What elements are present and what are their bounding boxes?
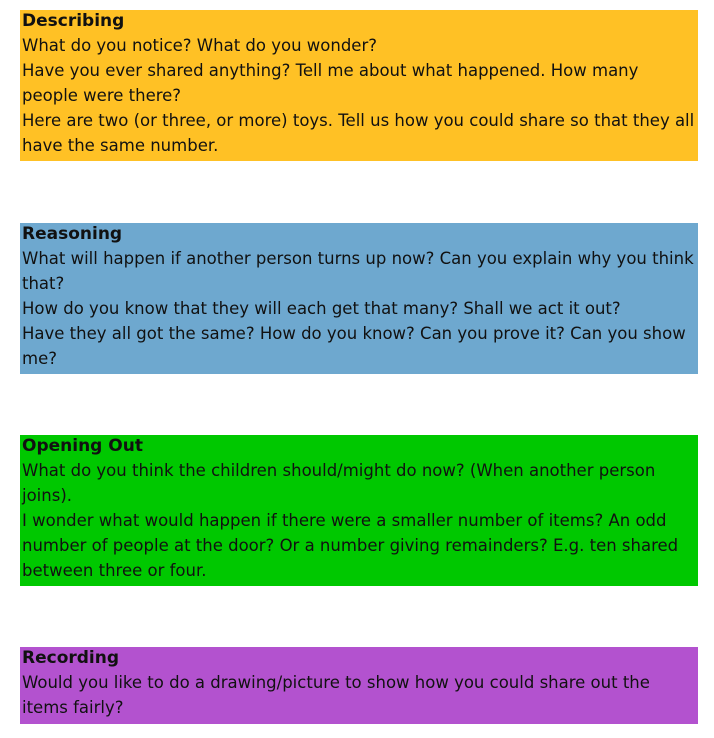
section-text: Have they all got the same? How do you know? Can you prove it? Can you show me?: [22, 324, 686, 368]
section-text: What will happen if another person turns up now? Can you explain why you think that?: [22, 249, 694, 293]
section-text: Would you like to do a drawing/picture to show how you could share out the items fairly?: [22, 673, 650, 717]
section-title: Opening Out: [22, 436, 143, 456]
describing-section: [20, 10, 698, 161]
section-text: I wonder what would happen if there were a smaller number of items? An odd number of people at the door? Or a number giving remainders? E.g. ten shared between three or four.: [22, 511, 679, 580]
section-text: What do you think the children should/might do now? (When another person joins).: [22, 461, 656, 505]
section-title: Reasoning: [22, 224, 123, 244]
section-text: What do you notice? What do you wonder?: [22, 36, 377, 55]
section-text: Have you ever shared anything? Tell me about what happened. How many people were there?: [22, 61, 639, 105]
section-title: Describing: [22, 11, 125, 31]
section-text: Here are two (or three, or more) toys. Tell us how you could share so that they all have the same number.: [22, 111, 695, 155]
opening-out-section: [20, 435, 698, 586]
reasoning-section: [20, 223, 698, 374]
recording-section: [20, 647, 698, 724]
section-text: How do you know that they will each get that many? Shall we act it out?: [22, 299, 621, 318]
section-title: Recording: [22, 648, 120, 668]
